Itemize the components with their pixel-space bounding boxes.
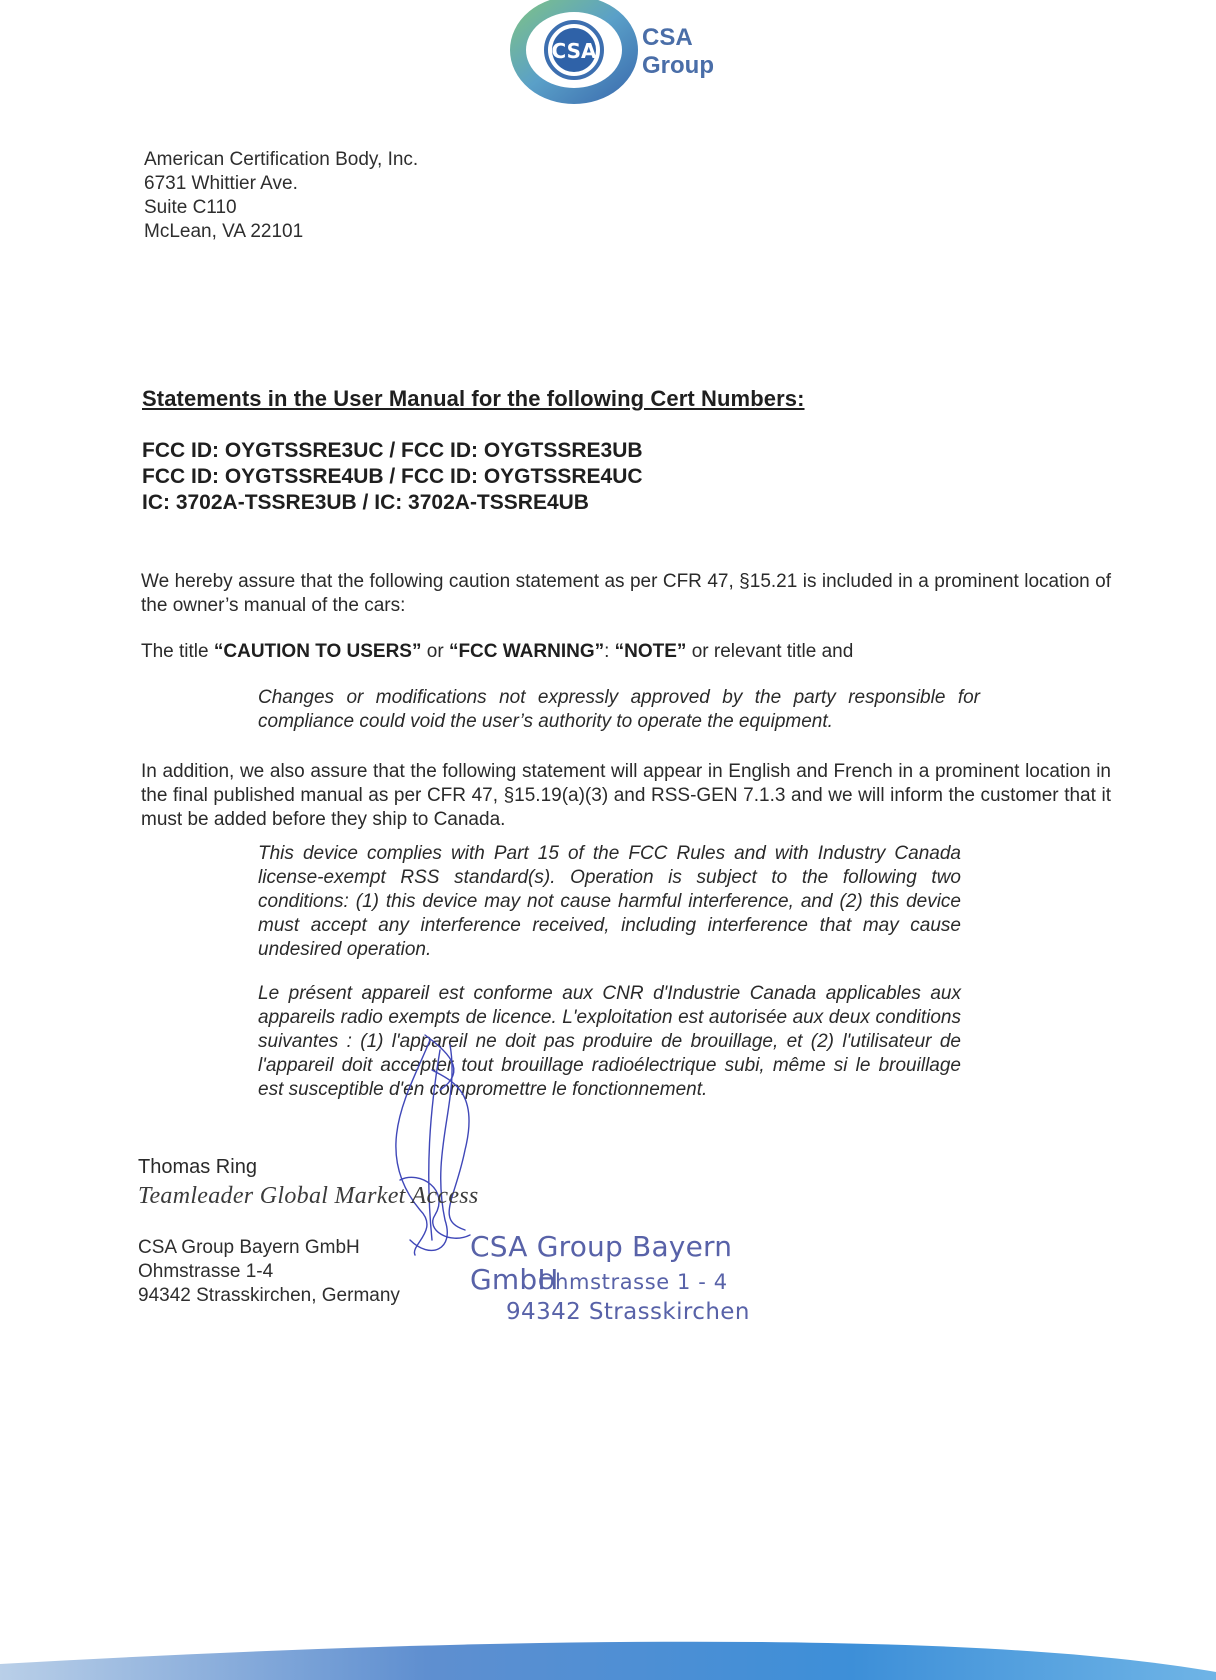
cert-id-list (142, 438, 643, 516)
signer-title: Teamleader Global Market Access (138, 1183, 479, 1209)
stamp-company-name: CSA Group Bayern GmbH (470, 1230, 733, 1296)
logo-text-group: Group (642, 52, 714, 79)
caution-statement: Changes or modifications not expressly approved by the party responsible for compliance could void the user’s authority to operate the equipment. (258, 687, 980, 732)
warning-title: “FCC WARNING” (448, 641, 605, 662)
signer-name: Thomas Ring (138, 1156, 257, 1178)
company-line: Ohmstrasse 1-4 (138, 1261, 274, 1282)
cert-id-line: FCC ID: OYGTSSRE4UB / FCC ID: OYGTSSRE4UC (142, 465, 643, 488)
french-compliance-statement: Le présent appareil est conforme aux CNR d'Industrie Canada applicables aux appareils radio exempts de licence. L'exploitation est autorisée aux deux conditions suivantes : (1) l'appareil ne doit pas produire de brouillage, et (2) l'utilisateur de l'appareil doit accepter tout brouillage radioélectrique subi, même si le brouillage est susceptible d'en compromettre le fonctionnement. (258, 983, 961, 1100)
addition-paragraph: In addition, we also assure that the following statement will appear in English and French in a prominent location in the final published manual as per CFR 47, §15.19(a)(3) and RSS-GEN 7.1.3 and we will inform the customer that it must be added before they ship to Canada. (141, 761, 1111, 830)
logo-wordmark (642, 24, 714, 80)
emblem-lettering: CSA (551, 39, 597, 63)
title-or: or (421, 641, 449, 662)
recipient-line: McLean, VA 22101 (144, 221, 304, 242)
stamp-city: 94342 Strasskirchen (506, 1299, 750, 1325)
recipient-address (144, 148, 418, 244)
footer-wave-decoration (0, 1600, 1216, 1680)
title-suffix: or relevant title and (686, 641, 854, 662)
caution-title: “CAUTION TO USERS” (213, 641, 422, 662)
csa-emblem-icon (510, 0, 640, 104)
recipient-line: Suite C110 (144, 197, 237, 218)
assurance-paragraph: We hereby assure that the following caution statement as per CFR 47, §15.21 is included in a prominent location of the owner’s manual of the cars: (141, 571, 1111, 616)
cert-id-line: FCC ID: OYGTSSRE3UC / FCC ID: OYGTSSRE3UB (142, 439, 643, 462)
title-paragraph (141, 640, 1111, 664)
note-title: “NOTE” (614, 641, 687, 662)
csa-group-logo (510, 0, 720, 104)
company-line: CSA Group Bayern GmbH (138, 1237, 360, 1258)
company-stamp (470, 1230, 810, 1330)
document-heading: Statements in the User Manual for the following Cert Numbers: (142, 386, 805, 411)
recipient-line: 6731 Whittier Ave. (144, 173, 298, 194)
company-line: 94342 Strasskirchen, Germany (138, 1285, 400, 1306)
stamp-street: Ohmstrasse 1 - 4 (538, 1270, 728, 1294)
title-colon: : (604, 641, 615, 662)
company-address (138, 1236, 400, 1308)
english-compliance-statement: This device complies with Part 15 of the FCC Rules and with Industry Canada license-exempt RSS standard(s). Operation is subject to the following two conditions: (1) this device may not cause harmful interference, and (2) this device must accept any interference received, including interference that may cause undesired operation. (258, 843, 961, 960)
recipient-line: American Certification Body, Inc. (144, 149, 419, 170)
title-prefix: The title (141, 641, 214, 662)
cert-id-line: IC: 3702A-TSSRE3UB / IC: 3702A-TSSRE4UB (142, 491, 589, 514)
logo-text-csa: CSA (642, 24, 693, 51)
handwritten-signature (370, 1030, 510, 1260)
